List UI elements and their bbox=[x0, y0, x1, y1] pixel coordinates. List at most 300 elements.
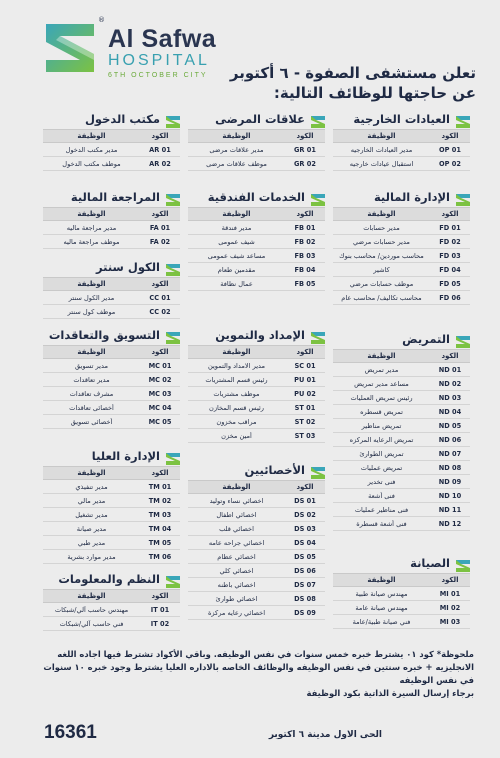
job-code: ND 12 bbox=[438, 519, 462, 528]
table-row bbox=[188, 606, 325, 620]
section-audit bbox=[43, 188, 180, 249]
section-logo-icon bbox=[166, 191, 180, 203]
header-code: الكود bbox=[441, 352, 459, 360]
table-row bbox=[333, 447, 470, 461]
job-title: اخصائي نساء وتوليد bbox=[209, 496, 264, 505]
table-header-row bbox=[333, 349, 470, 363]
jobs-table bbox=[43, 345, 180, 429]
job-title: مدير علاقات مرضى bbox=[209, 145, 264, 154]
job-code: TM 02 bbox=[148, 496, 172, 505]
job-title: مراقب مخزون bbox=[216, 417, 257, 426]
job-title: مدير مالي bbox=[77, 496, 106, 505]
table-row bbox=[188, 564, 325, 578]
job-code: DS 08 bbox=[294, 594, 316, 603]
header-job: الوظيفة bbox=[222, 483, 251, 491]
job-title: تمريض الرعايه المركزه bbox=[349, 435, 414, 444]
header-code: الكود bbox=[151, 210, 169, 218]
job-code: ND 06 bbox=[438, 435, 462, 444]
table-header-row bbox=[188, 345, 325, 359]
job-code: FB 05 bbox=[294, 279, 316, 288]
jobs-table bbox=[43, 466, 180, 564]
section-specialists bbox=[188, 461, 325, 620]
table-row bbox=[188, 592, 325, 606]
job-title: موظف مراجعة ماليه bbox=[63, 237, 120, 246]
job-title: رئيس قسم المخازن bbox=[209, 403, 264, 412]
job-title: موظف علاقات مرضى bbox=[206, 159, 267, 168]
table-header-row bbox=[43, 207, 180, 221]
section-logo-icon bbox=[166, 573, 180, 585]
job-code: MI 01 bbox=[439, 589, 461, 598]
job-code: OP 01 bbox=[439, 145, 461, 154]
table-row bbox=[333, 517, 470, 531]
header-job: الوظيفة bbox=[77, 132, 106, 140]
job-code: AR 01 bbox=[149, 145, 171, 154]
table-row bbox=[333, 475, 470, 489]
section-name: الإمداد والتموين bbox=[215, 327, 305, 342]
table-row bbox=[333, 461, 470, 475]
section-name: النظم والمعلومات bbox=[58, 571, 160, 586]
table-row bbox=[188, 277, 325, 291]
table-header-row bbox=[188, 129, 325, 143]
job-code: MC 02 bbox=[148, 375, 172, 384]
job-code: TM 03 bbox=[148, 510, 172, 519]
table-row bbox=[333, 263, 470, 277]
job-title: أخصائى تسويق bbox=[70, 417, 113, 426]
header-code: الكود bbox=[296, 132, 314, 140]
job-code: DS 05 bbox=[294, 552, 316, 561]
table-row bbox=[333, 377, 470, 391]
job-title: مقدمين طعام bbox=[217, 265, 256, 274]
note-line-4: برجاء إرسال السيرة الذاتية بكود الوظيفة bbox=[306, 688, 474, 698]
table-header-row bbox=[43, 466, 180, 480]
job-code: PU 01 bbox=[294, 375, 316, 384]
job-title: مدير مراجعة ماليه bbox=[66, 223, 117, 232]
table-row bbox=[333, 235, 470, 249]
job-title: فني صيانة طبية/عامة bbox=[352, 617, 411, 626]
job-title: مشرف تعاقدات bbox=[69, 389, 114, 398]
job-title: محاسب موردين/ محاسب بنوك bbox=[339, 251, 424, 260]
table-row bbox=[188, 359, 325, 373]
job-code: IT 01 bbox=[150, 605, 170, 614]
job-title: فنى أشعة bbox=[368, 491, 395, 500]
header-code: الكود bbox=[151, 280, 169, 288]
table-row bbox=[43, 617, 180, 631]
table-row bbox=[333, 433, 470, 447]
table-row bbox=[188, 143, 325, 157]
jobs-table bbox=[188, 345, 325, 443]
table-row bbox=[333, 143, 470, 157]
section-title bbox=[43, 110, 180, 127]
job-title: أمين مخزن bbox=[221, 431, 252, 440]
header-code: الكود bbox=[296, 483, 314, 491]
table-row bbox=[188, 387, 325, 401]
hotline-number: 16361 bbox=[44, 722, 97, 743]
logo-s-icon bbox=[42, 20, 98, 76]
job-title: مدير طبي bbox=[77, 538, 106, 547]
job-title: اخصائي رعايه مركزة bbox=[207, 608, 266, 617]
job-code: FD 06 bbox=[439, 293, 461, 302]
job-title: اخصائي جراحه عامه bbox=[208, 538, 265, 547]
job-title: مهندس صيانة عامة bbox=[355, 603, 408, 612]
job-code: ND 10 bbox=[438, 491, 462, 500]
job-title: مهندس حاسب آلي/شبكات bbox=[54, 605, 129, 614]
table-row bbox=[188, 373, 325, 387]
job-code: IT 02 bbox=[150, 619, 170, 628]
job-title: استقبال عيادات خارجيه bbox=[349, 159, 414, 168]
job-code: FA 02 bbox=[149, 237, 171, 246]
table-row bbox=[333, 157, 470, 171]
table-row bbox=[188, 578, 325, 592]
section-logo-icon bbox=[456, 557, 470, 569]
job-code: MC 03 bbox=[148, 389, 172, 398]
header-job: الوظيفة bbox=[77, 469, 106, 477]
job-title: مدير صيانة bbox=[76, 524, 107, 533]
header-code: الكود bbox=[151, 132, 169, 140]
job-code: ND 11 bbox=[438, 505, 462, 514]
section-logo-icon bbox=[456, 333, 470, 345]
section-name: علاقات المرضى bbox=[215, 111, 305, 126]
table-header-row bbox=[188, 207, 325, 221]
table-row bbox=[333, 405, 470, 419]
job-title: مدير تنفيذي bbox=[75, 482, 108, 491]
job-code: FD 02 bbox=[439, 237, 461, 246]
job-title: تمريض قسطره bbox=[360, 407, 403, 416]
job-title: موظف مكتب الدخول bbox=[62, 159, 121, 168]
table-row bbox=[43, 373, 180, 387]
section-title bbox=[333, 110, 470, 127]
jobs-table bbox=[43, 589, 180, 631]
section-top-management bbox=[43, 447, 180, 564]
table-header-row bbox=[188, 480, 325, 494]
jobs-table bbox=[333, 349, 470, 531]
section-logo-icon bbox=[166, 450, 180, 462]
section-nursing bbox=[333, 330, 470, 531]
section-name: مكتب الدخول bbox=[84, 111, 160, 126]
section-title bbox=[333, 188, 470, 205]
section-logo-icon bbox=[311, 113, 325, 125]
section-it bbox=[43, 570, 180, 631]
job-title: مدير تشغيل bbox=[75, 510, 108, 519]
job-code: FA 01 bbox=[149, 223, 171, 232]
job-title: مدير حسابات bbox=[363, 223, 400, 232]
job-code: TM 04 bbox=[148, 524, 172, 533]
job-code: ND 04 bbox=[438, 407, 462, 416]
job-title: مدير الامداد والتموين bbox=[207, 361, 266, 370]
section-title bbox=[188, 188, 325, 205]
header-job: الوظيفة bbox=[367, 210, 396, 218]
section-marketing bbox=[43, 326, 180, 429]
job-title: مدير مكتب الدخول bbox=[65, 145, 118, 154]
section-logo-icon bbox=[456, 191, 470, 203]
job-code: ST 01 bbox=[294, 403, 316, 412]
table-row bbox=[333, 221, 470, 235]
job-title: كاشير bbox=[373, 265, 390, 274]
brand-city: 6TH OCTOBER CITY bbox=[108, 72, 208, 79]
job-code: DS 06 bbox=[294, 566, 316, 575]
section-name: التمريض bbox=[402, 331, 450, 346]
job-title: اخصائي طوارئ bbox=[215, 594, 258, 603]
job-code: ND 01 bbox=[438, 365, 462, 374]
job-title: تمريض عمليات bbox=[360, 463, 403, 472]
job-code: DS 07 bbox=[294, 580, 316, 589]
job-title: مساعد شيف عمومى bbox=[207, 251, 266, 260]
section-name: الإدارة العليا bbox=[91, 448, 160, 463]
note-line-2: الانجليزيه + خبره سنتين في نفس الوظيفه والوظائف الخاصه بالاداره العليا يشترط وجود خبره ١٠ سنوات bbox=[43, 662, 474, 672]
header-code: الكود bbox=[296, 348, 314, 356]
section-logo-icon bbox=[311, 464, 325, 476]
job-title: شيف عمومى bbox=[218, 237, 255, 246]
table-row bbox=[43, 536, 180, 550]
table-row bbox=[188, 249, 325, 263]
job-title: اخصائي عظام bbox=[217, 552, 256, 561]
job-code: MI 03 bbox=[439, 617, 461, 626]
header-code: الكود bbox=[441, 576, 459, 584]
job-code: AR 02 bbox=[149, 159, 171, 168]
table-row bbox=[333, 587, 470, 601]
table-row bbox=[188, 263, 325, 277]
job-title: مدير تمريض bbox=[364, 365, 399, 374]
section-name: الأخصائيين bbox=[244, 462, 305, 477]
job-code: ND 09 bbox=[438, 477, 462, 486]
jobs-table bbox=[333, 207, 470, 305]
table-row bbox=[333, 277, 470, 291]
table-row bbox=[188, 494, 325, 508]
job-code: CC 02 bbox=[149, 307, 171, 316]
table-row bbox=[333, 363, 470, 377]
jobs-table bbox=[43, 129, 180, 171]
table-header-row bbox=[333, 207, 470, 221]
job-code: CC 01 bbox=[149, 293, 171, 302]
header-code: الكود bbox=[441, 210, 459, 218]
job-title: رئيس قسم المشتريات bbox=[205, 375, 268, 384]
section-title bbox=[333, 330, 470, 347]
job-code: DS 09 bbox=[294, 608, 316, 617]
table-row bbox=[333, 503, 470, 517]
table-row bbox=[188, 429, 325, 443]
section-patient-relations bbox=[188, 110, 325, 171]
table-row bbox=[188, 157, 325, 171]
job-code: TM 05 bbox=[148, 538, 172, 547]
job-title: فنى تخدير bbox=[367, 477, 396, 486]
table-header-row bbox=[333, 129, 470, 143]
headline-line-2: عن حاجتها للوظائف التالية: bbox=[273, 84, 476, 102]
job-code: MC 05 bbox=[148, 417, 172, 426]
job-code: GR 01 bbox=[294, 145, 316, 154]
header-code: الكود bbox=[151, 592, 169, 600]
job-code: PU 02 bbox=[294, 389, 316, 398]
job-code: DS 04 bbox=[294, 538, 316, 547]
section-logo-icon bbox=[166, 329, 180, 341]
job-code: FB 03 bbox=[294, 251, 316, 260]
header-code: الكود bbox=[296, 210, 314, 218]
table-row bbox=[188, 536, 325, 550]
section-title bbox=[43, 188, 180, 205]
job-code: ST 02 bbox=[294, 417, 316, 426]
table-row bbox=[43, 508, 180, 522]
section-call-center bbox=[43, 258, 180, 319]
jobs-table bbox=[333, 573, 470, 629]
section-admission bbox=[43, 110, 180, 171]
job-title: تمريض مناظير bbox=[361, 421, 402, 430]
section-title bbox=[188, 110, 325, 127]
section-name: الخدمات الفندقية bbox=[207, 189, 305, 204]
job-title: مدير الكول سنتر bbox=[68, 293, 115, 302]
job-code: FB 02 bbox=[294, 237, 316, 246]
section-title bbox=[43, 258, 180, 275]
job-title: مدير تسويق bbox=[74, 361, 109, 370]
job-code: DS 03 bbox=[294, 524, 316, 533]
section-finance bbox=[333, 188, 470, 305]
job-title: مدير العيادات الخارجيه bbox=[350, 145, 413, 154]
job-title: تمريض الطوارئ bbox=[359, 449, 404, 458]
header-job: الوظيفة bbox=[367, 132, 396, 140]
table-row bbox=[188, 235, 325, 249]
section-title bbox=[43, 447, 180, 464]
table-header-row bbox=[43, 277, 180, 291]
section-name: المراجعة المالية bbox=[70, 189, 160, 204]
job-title: عمال نظافة bbox=[220, 279, 253, 288]
section-name: الإدارة المالية bbox=[373, 189, 450, 204]
section-title bbox=[188, 461, 325, 478]
job-code: OP 02 bbox=[439, 159, 461, 168]
job-code: MI 02 bbox=[439, 603, 461, 612]
section-name: العيادات الخارجية bbox=[353, 111, 450, 126]
brand-name: Al Safwa bbox=[108, 25, 217, 53]
header-job: الوظيفة bbox=[77, 592, 106, 600]
section-logo-icon bbox=[166, 261, 180, 273]
table-row bbox=[43, 291, 180, 305]
table-row bbox=[43, 415, 180, 429]
job-title: مدير فندقة bbox=[221, 223, 252, 232]
table-row bbox=[333, 489, 470, 503]
header-code: الكود bbox=[441, 132, 459, 140]
table-row bbox=[333, 419, 470, 433]
table-row bbox=[43, 235, 180, 249]
job-title: مساعد مدير تمريض bbox=[354, 379, 409, 388]
job-code: ND 03 bbox=[438, 393, 462, 402]
header-job: الوظيفة bbox=[77, 348, 106, 356]
jobs-table bbox=[333, 129, 470, 171]
table-header-row bbox=[43, 345, 180, 359]
section-title bbox=[188, 326, 325, 343]
table-header-row bbox=[43, 589, 180, 603]
job-code: ND 08 bbox=[438, 463, 462, 472]
job-code: MC 01 bbox=[148, 361, 172, 370]
table-row bbox=[333, 391, 470, 405]
section-title bbox=[43, 570, 180, 587]
job-code: FB 01 bbox=[294, 223, 316, 232]
job-code: DS 01 bbox=[294, 496, 316, 505]
job-title: أخصائى تعاقدات bbox=[69, 403, 114, 412]
job-title: فنى أشعة قسطرة bbox=[356, 519, 407, 528]
headline-line-1: تعلن مستشفى الصفوة - ٦ أكتوبر bbox=[229, 64, 476, 82]
job-title: رئيس تمريض العمليات bbox=[350, 393, 413, 402]
job-title: موظف كول سنتر bbox=[67, 307, 116, 316]
job-code: FB 04 bbox=[294, 265, 316, 274]
job-code: ND 05 bbox=[438, 421, 462, 430]
jobs-table bbox=[188, 129, 325, 171]
header-job: الوظيفة bbox=[367, 352, 396, 360]
table-row bbox=[43, 305, 180, 319]
table-row bbox=[43, 522, 180, 536]
jobs-table bbox=[43, 207, 180, 249]
table-row bbox=[188, 221, 325, 235]
job-code: TM 06 bbox=[148, 552, 172, 561]
job-title: مدير حسابات مرضي bbox=[353, 237, 410, 246]
job-code: ND 02 bbox=[438, 379, 462, 388]
job-title: اخصائي كلي bbox=[219, 566, 254, 575]
table-row bbox=[333, 615, 470, 629]
job-title: اخصائي اطفال bbox=[216, 510, 257, 519]
job-title: محاسب تكاليف/ محاسب عام bbox=[341, 293, 422, 302]
table-row bbox=[188, 401, 325, 415]
section-supply bbox=[188, 326, 325, 443]
job-title: موظف مشتريات bbox=[213, 389, 260, 398]
table-row bbox=[43, 359, 180, 373]
jobs-table bbox=[188, 480, 325, 620]
job-code: FD 03 bbox=[439, 251, 461, 260]
section-logo-icon bbox=[311, 329, 325, 341]
jobs-table bbox=[43, 277, 180, 319]
job-title: فنى مناظير عمليات bbox=[354, 505, 409, 514]
section-outpatient bbox=[333, 110, 470, 171]
job-title: مهندس صيانة طبية bbox=[355, 589, 408, 598]
jobs-table bbox=[188, 207, 325, 291]
table-row bbox=[188, 508, 325, 522]
section-title bbox=[333, 554, 470, 571]
section-logo-icon bbox=[456, 113, 470, 125]
job-title: اخصائي قلب bbox=[219, 524, 254, 533]
header-job: الوظيفة bbox=[367, 576, 396, 584]
header-job: الوظيفة bbox=[222, 132, 251, 140]
table-row bbox=[333, 249, 470, 263]
job-title: فني حاسب آلي/شبكات bbox=[59, 619, 124, 628]
job-code: FD 04 bbox=[439, 265, 461, 274]
header-code: الكود bbox=[151, 469, 169, 477]
job-title: اخصائي باطنه bbox=[217, 580, 256, 589]
section-hospitality bbox=[188, 188, 325, 291]
section-name: الكول سنتر bbox=[96, 259, 160, 274]
table-header-row bbox=[333, 573, 470, 587]
section-logo-icon bbox=[311, 191, 325, 203]
job-code: FD 05 bbox=[439, 279, 461, 288]
header-job: الوظيفة bbox=[222, 210, 251, 218]
table-row bbox=[43, 550, 180, 564]
table-row bbox=[43, 401, 180, 415]
job-code: DS 02 bbox=[294, 510, 316, 519]
job-code: FD 01 bbox=[439, 223, 461, 232]
brand-sub: HOSPITAL bbox=[108, 52, 210, 69]
section-name: الصيانة bbox=[410, 555, 450, 570]
header-job: الوظيفة bbox=[222, 348, 251, 356]
table-row bbox=[43, 480, 180, 494]
table-row bbox=[188, 522, 325, 536]
table-row bbox=[188, 415, 325, 429]
table-row bbox=[188, 550, 325, 564]
job-code: SC 01 bbox=[294, 361, 316, 370]
table-row bbox=[43, 157, 180, 171]
note-line-1: ملحوظة* كود ٠١ يشترط خبره خمس سنوات في نفس الوظيفه. وباقي الأكواد تشترط فيها اجاده اللغه bbox=[57, 649, 474, 659]
section-title bbox=[43, 326, 180, 343]
job-code: TM 01 bbox=[148, 482, 172, 491]
header-job: الوظيفة bbox=[77, 280, 106, 288]
section-maintenance bbox=[333, 554, 470, 629]
table-row bbox=[333, 601, 470, 615]
job-code: GR 02 bbox=[294, 159, 316, 168]
section-logo-icon bbox=[166, 113, 180, 125]
table-row bbox=[43, 221, 180, 235]
table-row bbox=[43, 387, 180, 401]
